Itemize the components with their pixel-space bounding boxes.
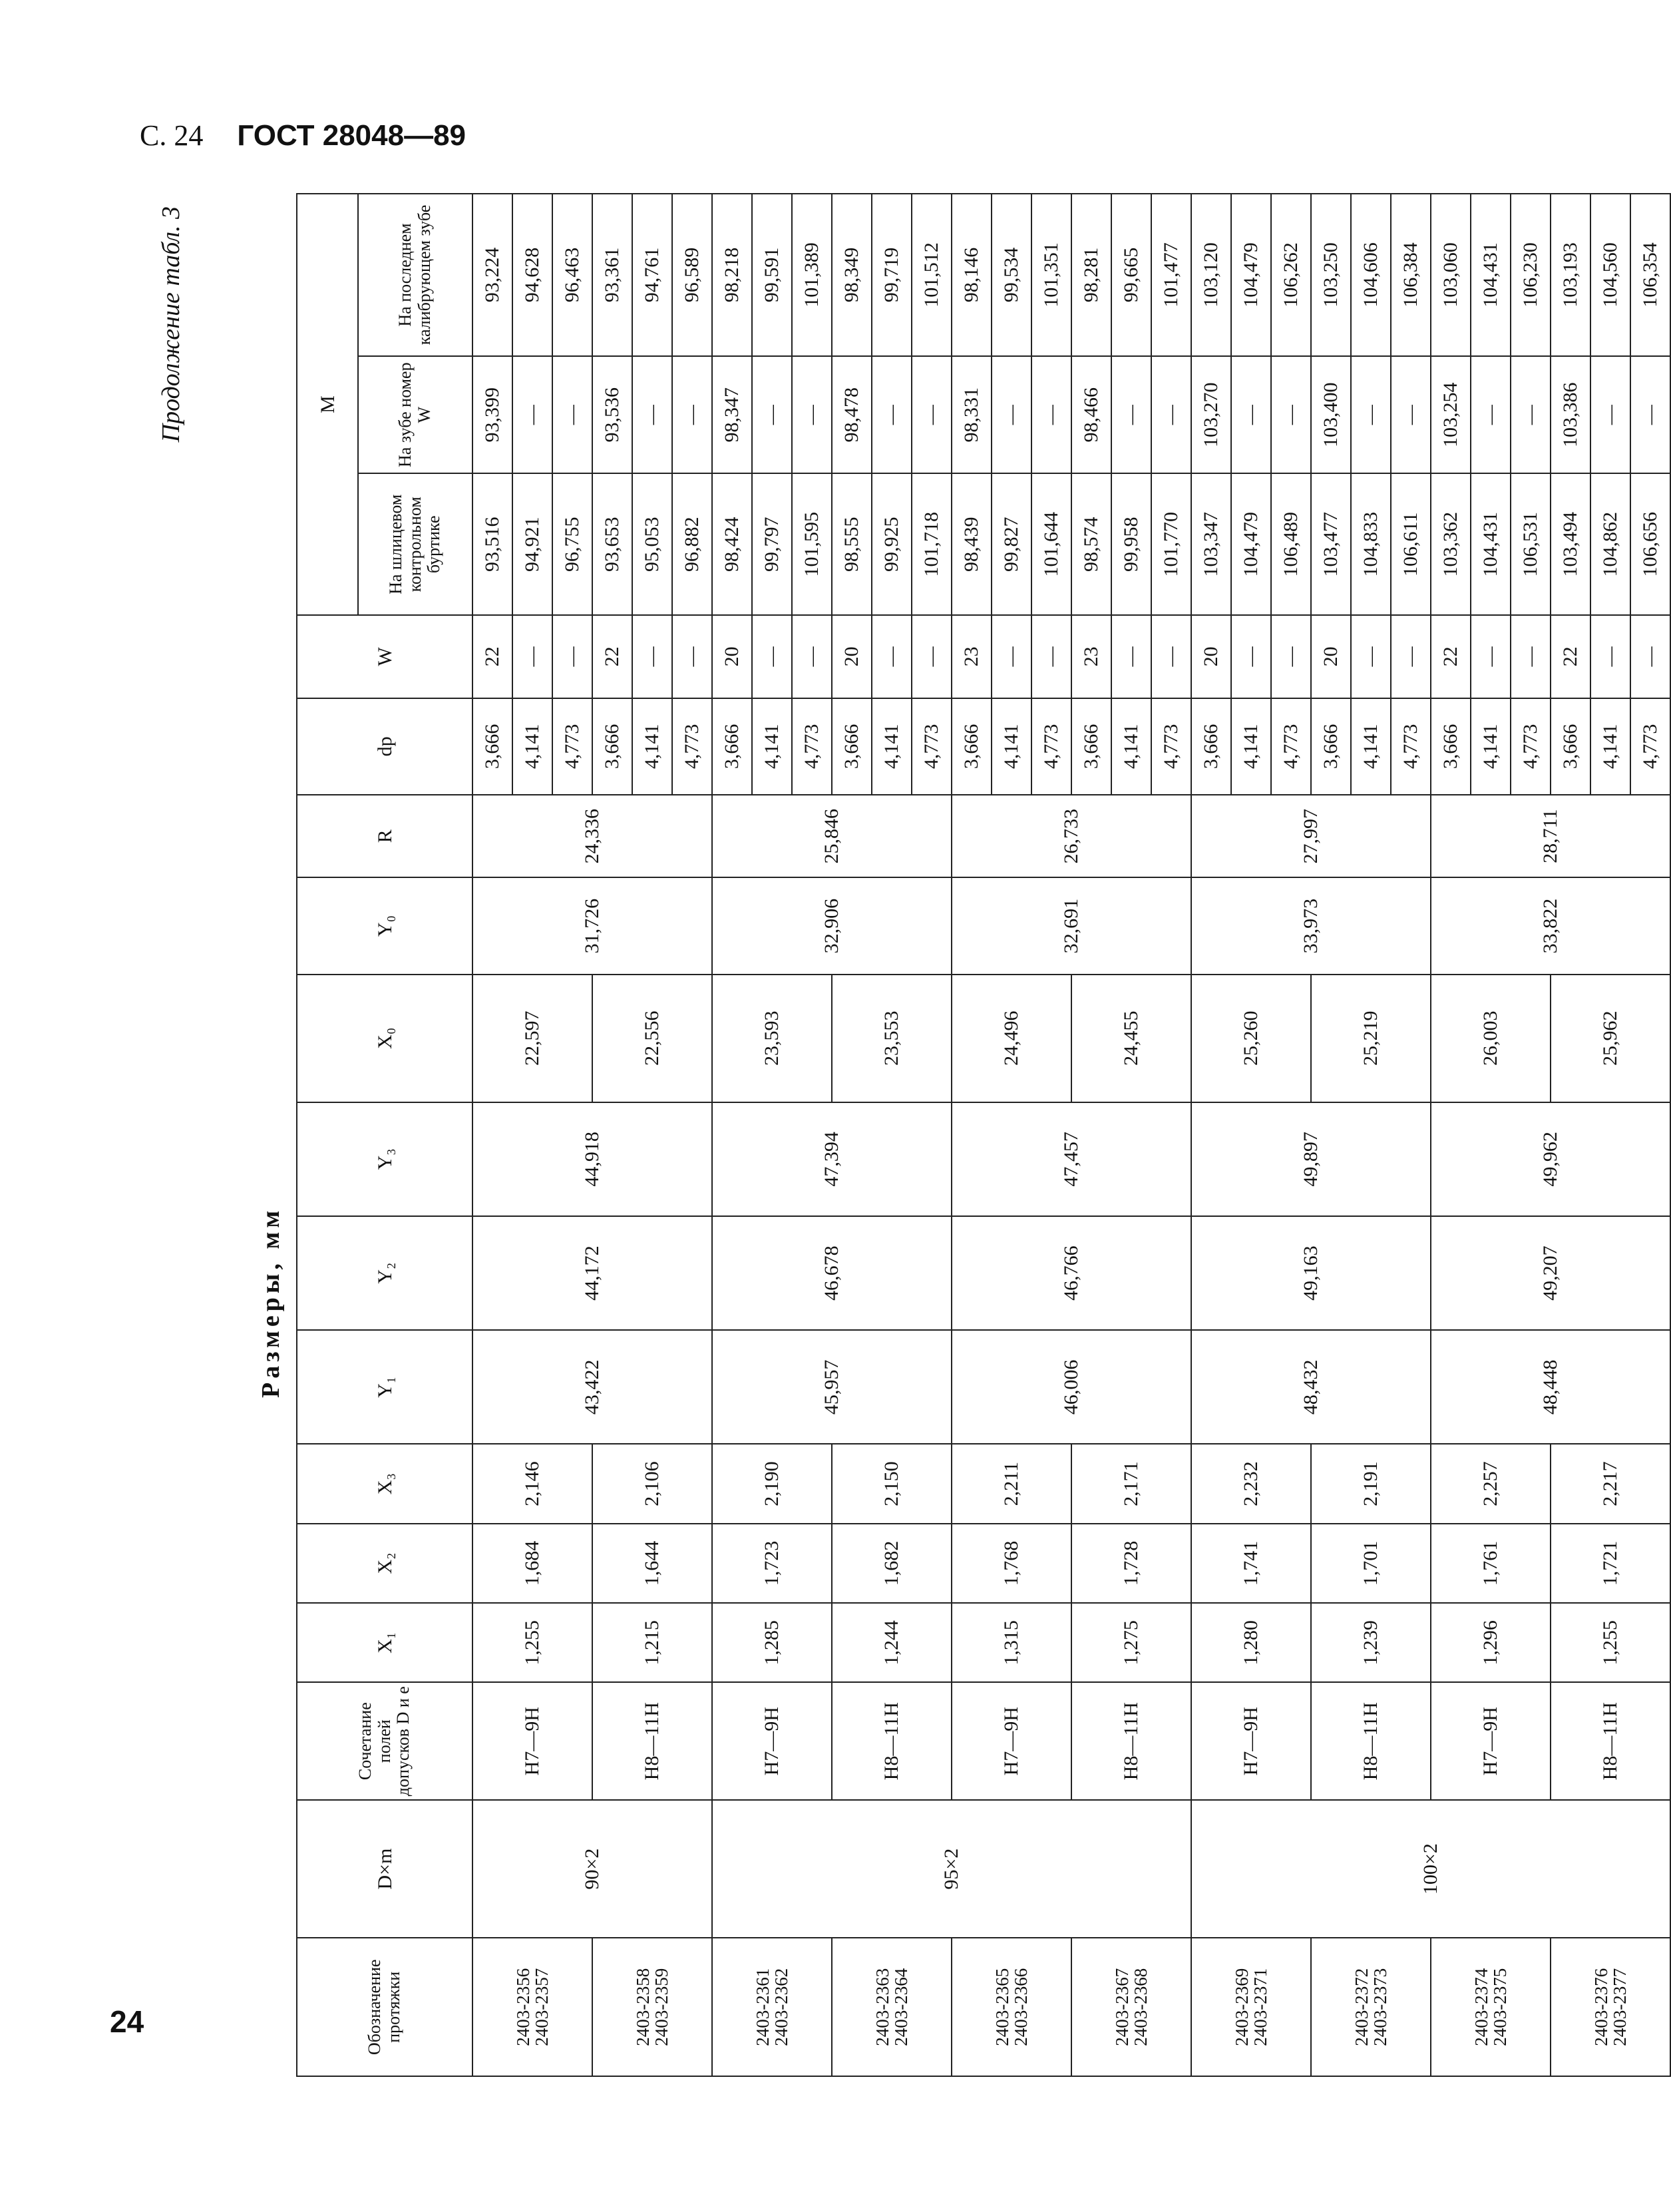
m-last-cell: 104,606 [1351,194,1391,356]
r-cell: 25,846 [712,795,952,878]
m-last-cell: 94,761 [632,194,672,356]
dp-cell: 3,666 [1071,698,1111,795]
m-spline-cell: 99,925 [872,473,912,615]
tolerance-cell: H7—9H [1191,1682,1311,1799]
col-header-x1: X₁ [297,1603,472,1682]
m-spline-cell: 98,555 [832,473,872,615]
x2-cell: 1,728 [1071,1524,1191,1603]
x2-cell: 1,723 [712,1524,832,1603]
m-last-cell: 104,431 [1471,194,1511,356]
w-cell: — [992,615,1031,698]
x2-cell: 1,682 [832,1524,952,1603]
y1-cell: 48,432 [1191,1330,1431,1444]
designation-code: 2403-2369 [1231,1968,1252,2046]
x1-cell: 1,296 [1431,1603,1551,1682]
table-row [1431,194,1471,2076]
x0-cell: 22,597 [472,975,592,1102]
tolerance-cell: H7—9H [952,1682,1071,1799]
x1-cell: 1,255 [1551,1603,1670,1682]
m-tooth-w-cell: — [1590,356,1630,473]
w-cell: 20 [1311,615,1351,698]
y3-cell: 49,897 [1191,1102,1431,1216]
m-tooth-w-cell: — [552,356,592,473]
w-cell: — [1271,615,1311,698]
m-last-cell: 103,250 [1311,194,1351,356]
designation-code: 2403-2356 [512,1968,533,2046]
m-tooth-w-cell: 98,331 [952,356,992,473]
dp-cell: 4,141 [872,698,912,795]
y3-cell: 47,394 [712,1102,952,1216]
w-cell: 20 [712,615,752,698]
w-cell: — [872,615,912,698]
dp-cell: 4,773 [552,698,592,795]
dp-cell: 4,773 [672,698,712,795]
w-cell: 22 [1551,615,1590,698]
m-tooth-w-cell: — [1391,356,1431,473]
m-tooth-w-cell: — [1271,356,1311,473]
designation-cell [1191,1938,1311,2076]
y2-cell: 46,678 [712,1216,952,1330]
dp-cell: 3,666 [472,698,512,795]
x0-cell: 23,553 [832,975,952,1102]
dp-cell: 4,141 [1471,698,1511,795]
m-spline-cell: 98,439 [952,473,992,615]
m-last-cell: 101,351 [1031,194,1071,356]
m-spline-cell: 98,574 [1071,473,1111,615]
m-last-cell: 99,534 [992,194,1031,356]
dp-cell: 4,141 [752,698,792,795]
y2-cell: 44,172 [472,1216,712,1330]
m-tooth-w-cell: 93,536 [592,356,632,473]
x3-cell: 2,146 [472,1444,592,1523]
y2-cell: 49,163 [1191,1216,1431,1330]
tolerance-cell: H8—11H [1551,1682,1670,1799]
dp-cell: 3,666 [592,698,632,795]
col-header-m-last: На последнем калибрующем зубе [358,194,472,356]
x1-cell: 1,280 [1191,1603,1311,1682]
m-spline-cell: 93,516 [472,473,512,615]
designation-code: 2403-2367 [1111,1968,1132,2046]
x3-cell: 2,217 [1551,1444,1670,1523]
tolerance-cell: H8—11H [1071,1682,1191,1799]
w-cell: — [552,615,592,698]
designation-code: 2403-2371 [1250,1968,1270,2046]
dp-cell: 3,666 [1431,698,1471,795]
x0-cell: 23,593 [712,975,832,1102]
y1-cell: 43,422 [472,1330,712,1444]
m-tooth-w-cell: 103,400 [1311,356,1351,473]
w-cell: — [1630,615,1670,698]
m-spline-cell: 106,489 [1271,473,1311,615]
x0-cell: 25,962 [1551,975,1670,1102]
x2-cell: 1,761 [1431,1524,1551,1603]
m-last-cell: 106,262 [1271,194,1311,356]
tolerance-cell: H7—9H [712,1682,832,1799]
m-spline-cell: 99,827 [992,473,1031,615]
col-header-m-spline: На шлицевом контрольном буртике [358,473,472,615]
m-spline-cell: 106,656 [1630,473,1670,615]
dp-cell: 4,141 [512,698,552,795]
designation-code: 2403-2358 [632,1968,653,2046]
m-last-cell: 93,361 [592,194,632,356]
m-spline-cell: 101,644 [1031,473,1071,615]
page-label: С. 24 [140,119,204,152]
dp-cell: 4,773 [1630,698,1670,795]
m-tooth-w-cell: — [1630,356,1670,473]
x2-cell: 1,644 [592,1524,712,1603]
designation-code: 2403-2365 [992,1968,1012,2046]
x0-cell: 26,003 [1431,975,1551,1102]
y1-cell: 46,006 [952,1330,1191,1444]
m-spline-cell: 99,958 [1111,473,1151,615]
w-cell: 23 [952,615,992,698]
standard-designation: ГОСТ 28048—89 [237,119,466,152]
tolerance-cell: H8—11H [832,1682,952,1799]
m-spline-cell: 101,595 [792,473,832,615]
x3-cell: 2,257 [1431,1444,1551,1523]
w-cell: 22 [592,615,632,698]
m-tooth-w-cell: — [1511,356,1551,473]
designation-cell [832,1938,952,2076]
dxm-cell: 90×2 [472,1800,712,1938]
col-header-y2: Y₂ [297,1216,472,1330]
x0-cell: 25,260 [1191,975,1311,1102]
dp-cell: 4,773 [1271,698,1311,795]
tolerance-cell: H8—11H [592,1682,712,1799]
dp-cell: 4,141 [1351,698,1391,795]
x3-cell: 2,191 [1311,1444,1431,1523]
m-last-cell: 106,230 [1511,194,1551,356]
m-tooth-w-cell: 93,399 [472,356,512,473]
m-last-cell: 101,477 [1151,194,1191,356]
m-spline-cell: 96,755 [552,473,592,615]
col-header-y3: Y₃ [297,1102,472,1216]
y3-cell: 49,962 [1431,1102,1670,1216]
y0-cell: 32,906 [712,877,952,974]
x0-cell: 24,455 [1071,975,1191,1102]
designation-code: 2403-2377 [1610,1968,1630,2046]
dxm-cell: 100×2 [1191,1800,1670,1938]
w-cell: — [1391,615,1431,698]
m-last-cell: 101,389 [792,194,832,356]
m-last-cell: 106,384 [1391,194,1431,356]
x0-cell: 24,496 [952,975,1071,1102]
x3-cell: 2,150 [832,1444,952,1523]
m-spline-cell: 99,797 [752,473,792,615]
table-body [472,194,1670,2076]
tolerance-cell: H8—11H [1311,1682,1431,1799]
m-spline-cell: 106,531 [1511,473,1551,615]
m-spline-cell: 103,362 [1431,473,1471,615]
w-cell: — [632,615,672,698]
table-row [472,194,512,2076]
w-cell: — [1231,615,1271,698]
m-last-cell: 106,354 [1630,194,1670,356]
col-header-w: W [297,615,472,698]
dp-cell: 4,141 [1111,698,1151,795]
m-tooth-w-cell: — [992,356,1031,473]
m-spline-cell: 104,862 [1590,473,1630,615]
m-tooth-w-cell: — [1471,356,1511,473]
dp-cell: 4,773 [792,698,832,795]
w-cell: 22 [1431,615,1471,698]
m-tooth-w-cell: — [1231,356,1271,473]
m-tooth-w-cell: — [912,356,952,473]
tolerance-cell: H7—9H [472,1682,592,1799]
continuation-label: Продолжение табл. 3 [157,206,185,443]
w-cell: 22 [472,615,512,698]
dp-cell: 3,666 [1191,698,1231,795]
x3-cell: 2,171 [1071,1444,1191,1523]
m-tooth-w-cell: — [1351,356,1391,473]
units-title-text: Размеры, мм [257,1206,285,1398]
dp-cell: 4,773 [1151,698,1191,795]
m-last-cell: 98,218 [712,194,752,356]
m-spline-cell: 101,770 [1151,473,1191,615]
m-tooth-w-cell: — [1031,356,1071,473]
dp-cell: 4,141 [632,698,672,795]
m-tooth-w-cell: — [672,356,712,473]
col-header-y1: Y₁ [297,1330,472,1444]
x1-cell: 1,244 [832,1603,952,1682]
m-spline-cell: 94,921 [512,473,552,615]
dp-cell: 3,666 [712,698,752,795]
m-spline-cell: 101,718 [912,473,952,615]
w-cell: — [1031,615,1071,698]
designation-code: 2403-2375 [1490,1968,1510,2046]
data-table [296,193,1671,2077]
dp-cell: 4,773 [1511,698,1551,795]
rotated-table-block [156,193,1661,2077]
col-header-tolerance: Сочетание полей допусков D и e [297,1682,472,1799]
col-header-dxm: D×m [297,1800,472,1938]
x3-cell: 2,232 [1191,1444,1311,1523]
m-last-cell: 98,349 [832,194,872,356]
m-last-cell: 96,463 [552,194,592,356]
m-tooth-w-cell: 98,347 [712,356,752,473]
x1-cell: 1,215 [592,1603,712,1682]
m-last-cell: 99,591 [752,194,792,356]
x2-cell: 1,684 [472,1524,592,1603]
designation-code: 2403-2368 [1131,1968,1151,2046]
x0-cell: 25,219 [1311,975,1431,1102]
m-last-cell: 103,193 [1551,194,1590,356]
page-header [140,118,466,152]
m-spline-cell: 103,347 [1191,473,1231,615]
m-last-cell: 103,060 [1431,194,1471,356]
x1-cell: 1,285 [712,1603,832,1682]
designation-code: 2403-2376 [1590,1968,1611,2046]
m-last-cell: 104,560 [1590,194,1630,356]
y1-cell: 48,448 [1431,1330,1670,1444]
m-spline-cell: 95,053 [632,473,672,615]
col-header-x2: X₂ [297,1524,472,1603]
designation-cell [1551,1938,1670,2076]
w-cell: — [752,615,792,698]
w-cell: — [1351,615,1391,698]
designation-cell [592,1938,712,2076]
w-cell: — [792,615,832,698]
m-last-cell: 98,281 [1071,194,1111,356]
col-header-designation: Обозначение протяжки [297,1938,472,2076]
x1-cell: 1,255 [472,1603,592,1682]
y2-cell: 46,766 [952,1216,1191,1330]
m-tooth-w-cell: 103,386 [1551,356,1590,473]
col-header-m-group: M [297,194,358,615]
w-cell: 20 [1191,615,1231,698]
y0-cell: 33,973 [1191,877,1431,974]
m-last-cell: 99,719 [872,194,912,356]
units-title [256,193,296,2077]
m-last-cell: 103,120 [1191,194,1231,356]
m-tooth-w-cell: 103,270 [1191,356,1231,473]
dxm-cell: 95×2 [712,1800,1191,1938]
designation-cell [712,1938,832,2076]
m-spline-cell: 106,611 [1391,473,1431,615]
x1-cell: 1,239 [1311,1603,1431,1682]
x2-cell: 1,721 [1551,1524,1670,1603]
dp-cell: 4,773 [1391,698,1431,795]
m-last-cell: 99,665 [1111,194,1151,356]
designation-cell [1071,1938,1191,2076]
col-header-m-tooth-w: На зубе номер W [358,356,472,473]
dp-cell: 4,141 [1231,698,1271,795]
x0-cell: 22,556 [592,975,712,1102]
m-spline-cell: 104,479 [1231,473,1271,615]
dp-cell: 4,141 [992,698,1031,795]
y0-cell: 32,691 [952,877,1191,974]
m-tooth-w-cell: — [792,356,832,473]
m-spline-cell: 103,477 [1311,473,1351,615]
m-tooth-w-cell: 103,254 [1431,356,1471,473]
x3-cell: 2,190 [712,1444,832,1523]
col-header-y0: Y₀ [297,877,472,974]
m-last-cell: 93,224 [472,194,512,356]
m-last-cell: 94,628 [512,194,552,356]
m-last-cell: 96,589 [672,194,712,356]
w-cell: — [1471,615,1511,698]
tolerance-cell: H7—9H [1431,1682,1551,1799]
m-tooth-w-cell: — [512,356,552,473]
designation-code: 2403-2372 [1351,1968,1372,2046]
y3-cell: 47,457 [952,1102,1191,1216]
y0-cell: 33,822 [1431,877,1670,974]
m-last-cell: 101,512 [912,194,952,356]
designation-code: 2403-2363 [872,1968,892,2046]
x2-cell: 1,768 [952,1524,1071,1603]
m-tooth-w-cell: — [1151,356,1191,473]
m-spline-cell: 104,431 [1471,473,1511,615]
dp-cell: 4,141 [1590,698,1630,795]
m-spline-cell: 96,882 [672,473,712,615]
r-cell: 28,711 [1431,795,1670,878]
m-spline-cell: 93,653 [592,473,632,615]
designation-cell [1431,1938,1551,2076]
m-tooth-w-cell: 98,466 [1071,356,1111,473]
designation-code: 2403-2364 [891,1968,911,2046]
page-number: 24 [110,2004,144,2039]
col-header-r: R [297,795,472,878]
dp-cell: 3,666 [952,698,992,795]
dp-cell: 4,773 [912,698,952,795]
x1-cell: 1,315 [952,1603,1071,1682]
w-cell: — [1111,615,1151,698]
r-cell: 26,733 [952,795,1191,878]
col-header-x0: X₀ [297,975,472,1102]
col-header-dp: dр [297,698,472,795]
m-spline-cell: 103,494 [1551,473,1590,615]
dp-cell: 4,773 [1031,698,1071,795]
w-cell: — [512,615,552,698]
w-cell: — [1590,615,1630,698]
designation-code: 2403-2362 [771,1968,791,2046]
x3-cell: 2,211 [952,1444,1071,1523]
w-cell: 20 [832,615,872,698]
designation-code: 2403-2373 [1370,1968,1390,2046]
x2-cell: 1,741 [1191,1524,1311,1603]
y0-cell: 31,726 [472,877,712,974]
r-cell: 24,336 [472,795,712,878]
m-tooth-w-cell: — [1111,356,1151,473]
designation-code: 2403-2357 [532,1968,552,2046]
x2-cell: 1,701 [1311,1524,1431,1603]
w-cell: — [1511,615,1551,698]
designation-cell [952,1938,1071,2076]
w-cell: — [912,615,952,698]
y3-cell: 44,918 [472,1102,712,1216]
m-spline-cell: 98,424 [712,473,752,615]
x1-cell: 1,275 [1071,1603,1191,1682]
y1-cell: 45,957 [712,1330,952,1444]
dp-cell: 3,666 [832,698,872,795]
m-tooth-w-cell: 98,478 [832,356,872,473]
table-caption [156,193,196,2077]
w-cell: — [672,615,712,698]
m-tooth-w-cell: — [632,356,672,473]
y2-cell: 49,207 [1431,1216,1670,1330]
col-header-x3: X₃ [297,1444,472,1523]
designation-cell [472,1938,592,2076]
m-tooth-w-cell: — [872,356,912,473]
designation-code: 2403-2374 [1471,1968,1491,2046]
x3-cell: 2,106 [592,1444,712,1523]
m-spline-cell: 104,833 [1351,473,1391,615]
m-tooth-w-cell: — [752,356,792,473]
m-last-cell: 104,479 [1231,194,1271,356]
r-cell: 27,997 [1191,795,1431,878]
designation-cell [1311,1938,1431,2076]
dp-cell: 3,666 [1551,698,1590,795]
m-last-cell: 98,146 [952,194,992,356]
w-cell: 23 [1071,615,1111,698]
w-cell: — [1151,615,1191,698]
designation-code: 2403-2366 [1011,1968,1031,2046]
designation-code: 2403-2359 [651,1968,671,2046]
dp-cell: 3,666 [1311,698,1351,795]
table-row [952,194,992,2076]
table-row [712,194,752,2076]
table-row [1191,194,1231,2076]
designation-code: 2403-2361 [752,1968,773,2046]
